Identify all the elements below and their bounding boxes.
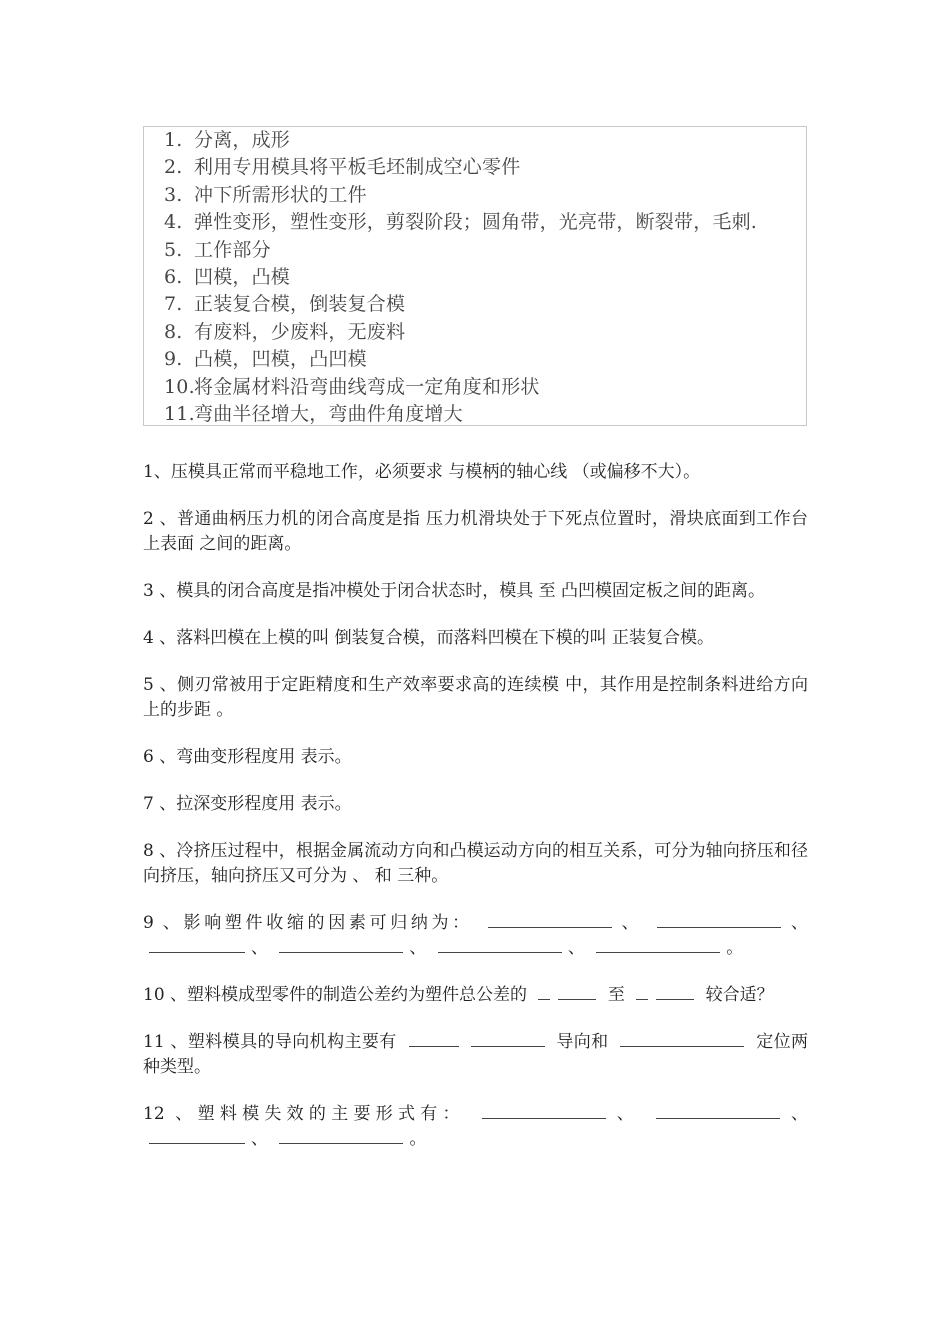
question-10 xyxy=(143,983,808,1008)
answer-text: 凹模，凸模 xyxy=(194,265,291,288)
question-10-end: 较合适？ xyxy=(705,985,774,1005)
answer-item xyxy=(164,209,757,236)
question-1: 1、压模具正常而平稳地工作，必须要求 与模柄的轴心线 （或偏移不大）。 xyxy=(143,462,701,482)
question-5: 5 、侧刃常被用于定距精度和生产效率要求高的连续模 中，其作用是控制条料进给方向上的步距 。 xyxy=(143,675,808,720)
separator: 、 xyxy=(251,938,268,958)
answer-text: 将金属材料沿弯曲线弯成一定角度和形状 xyxy=(194,375,540,398)
answer-number: 3. xyxy=(164,183,183,206)
question-11 xyxy=(143,1030,808,1080)
question-3: 3 、模具的闭合高度是指冲模处于闭合状态时，模具 至 凸凹模固定板之间的距离。 xyxy=(143,581,766,601)
question-12 xyxy=(143,1102,808,1152)
separator: 、 xyxy=(611,1104,640,1124)
question-10-mid: 至 xyxy=(607,985,625,1005)
answer-blank[interactable] xyxy=(657,913,781,928)
answer-text: 冲下所需形状的工件 xyxy=(194,183,367,206)
answer-list xyxy=(164,127,757,426)
answer-blank[interactable] xyxy=(558,985,596,1000)
question-12-text: 12 、塑料模失效的主要形式有： xyxy=(143,1104,465,1124)
question-list xyxy=(143,460,808,1174)
separator: 、 xyxy=(785,1104,809,1124)
answer-blank[interactable] xyxy=(471,1032,545,1047)
answer-blank[interactable] xyxy=(488,913,612,928)
answer-number: 11. xyxy=(164,402,195,425)
question-2: 2 、普通曲柄压力机的闭合高度是指 压力机滑块处于下死点位置时，滑块底面到工作台上表面 之间的距离。 xyxy=(143,509,808,554)
answer-box xyxy=(143,126,807,426)
answer-text: 弯曲半径增大，弯曲件角度增大 xyxy=(194,402,463,425)
question-11-end: 定位两种类型。 xyxy=(143,1032,808,1077)
answer-text: 弹性变形，塑性变形，剪裂阶段；圆角带，光亮带，断裂带，毛刺. xyxy=(194,211,758,234)
separator: 、 xyxy=(251,1129,268,1149)
separator: 、 xyxy=(567,938,585,958)
separator: 、 xyxy=(787,913,809,933)
question-9 xyxy=(143,911,808,961)
answer-blank[interactable] xyxy=(596,938,720,953)
question-10-text: 10 、塑料模成型零件的制造公差约为塑件总公差的 xyxy=(143,985,528,1005)
end-mark: 。 xyxy=(726,938,744,958)
end-mark: 。 xyxy=(409,1129,427,1149)
answer-text: 正装复合模，倒装复合模 xyxy=(194,293,406,316)
answer-item xyxy=(164,401,757,426)
question-8: 8 、冷挤压过程中，根据金属流动方向和凸模运动方向的相互关系，可分为轴向挤压和径向挤压，轴向挤压又可分为 、 和 三种。 xyxy=(143,841,808,886)
answer-blank[interactable] xyxy=(538,985,550,1000)
answer-number: 6. xyxy=(164,265,183,288)
answer-blank[interactable] xyxy=(279,938,403,953)
answer-item xyxy=(164,264,757,291)
answer-number: 2. xyxy=(164,156,183,179)
answer-blank[interactable] xyxy=(656,985,694,1000)
answer-blank[interactable] xyxy=(279,1129,403,1144)
answer-item xyxy=(164,291,757,318)
answer-item xyxy=(164,319,757,346)
answer-blank[interactable] xyxy=(149,1129,245,1144)
question-7: 7 、拉深变形程度用 表示。 xyxy=(143,794,352,814)
answer-item xyxy=(164,182,757,209)
answer-blank[interactable] xyxy=(438,938,562,953)
answer-item xyxy=(164,154,757,181)
answer-text: 工作部分 xyxy=(194,238,271,261)
answer-text: 有废料，少废料，无废料 xyxy=(194,320,406,343)
answer-blank[interactable] xyxy=(620,1032,744,1047)
answer-text: 凸模，凹模，凸凹模 xyxy=(194,348,367,371)
answer-blank[interactable] xyxy=(149,938,245,953)
answer-item xyxy=(164,346,757,373)
answer-text: 分离，成形 xyxy=(194,129,291,151)
answer-number: 9. xyxy=(164,348,183,371)
question-6: 6 、弯曲变形程度用 表示。 xyxy=(143,747,352,767)
question-11-text: 11 、塑料模具的导向机构主要有 xyxy=(143,1032,397,1052)
answer-number: 7. xyxy=(164,293,183,316)
separator: 、 xyxy=(409,938,427,958)
answer-text: 利用专用模具将平板毛坯制成空心零件 xyxy=(194,156,521,179)
answer-number: 4. xyxy=(164,211,183,234)
answer-blank[interactable] xyxy=(409,1032,459,1047)
question-4: 4 、落料凹模在上模的叫 倒装复合模，而落料凹模在下模的叫 正装复合模。 xyxy=(143,628,715,648)
answer-item xyxy=(164,237,757,264)
answer-number: 5. xyxy=(164,238,183,261)
answer-number: 8. xyxy=(164,320,183,343)
answer-item xyxy=(164,374,757,401)
separator: 、 xyxy=(617,913,643,933)
answer-item xyxy=(164,127,757,154)
answer-number: 1. xyxy=(164,129,183,151)
question-11-mid: 导向和 xyxy=(556,1032,609,1052)
question-9-text: 9 、影响塑件收缩的因素可归纳为： xyxy=(143,913,473,933)
answer-number: 10. xyxy=(164,375,195,398)
answer-blank[interactable] xyxy=(656,1104,780,1119)
answer-blank[interactable] xyxy=(482,1104,606,1119)
answer-blank[interactable] xyxy=(636,985,648,1000)
